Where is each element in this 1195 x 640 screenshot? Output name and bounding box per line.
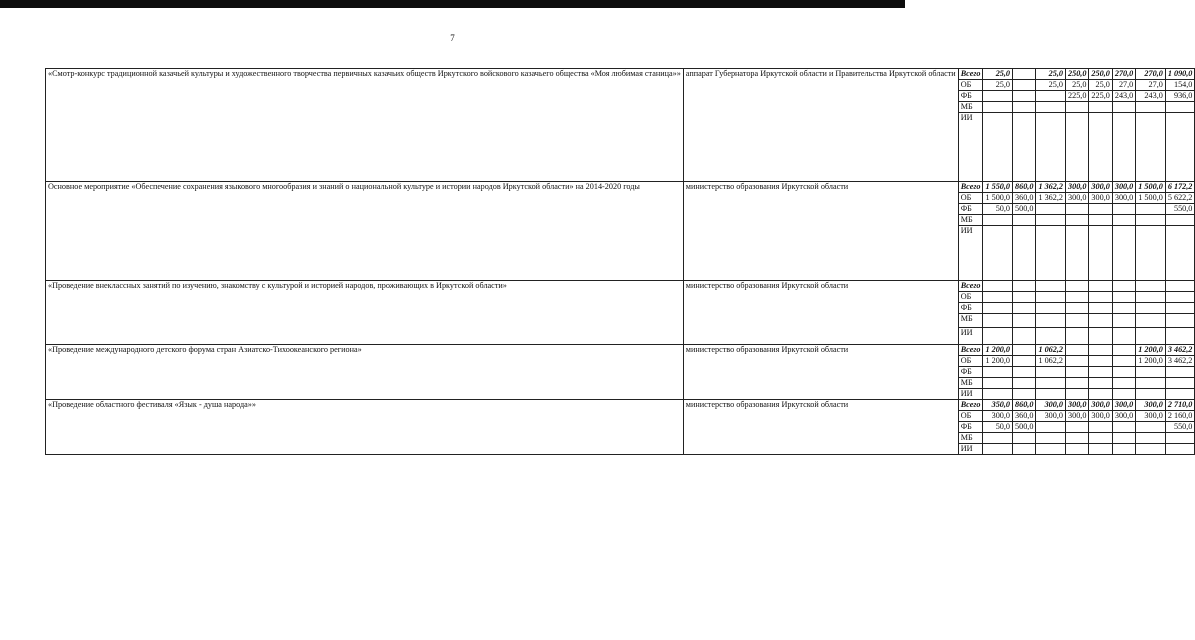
- table-row: [46, 345, 1195, 356]
- year-value-cell: [1112, 356, 1135, 367]
- year-value-cell: [1112, 345, 1135, 356]
- year-value-cell: [1136, 113, 1166, 182]
- year-value-cell: 500,0: [1013, 204, 1036, 215]
- total-cell: 5 622,2: [1165, 193, 1195, 204]
- year-value-cell: [1112, 444, 1135, 455]
- total-cell: [1165, 303, 1195, 314]
- year-value-cell: [983, 102, 1013, 113]
- year-value-cell: 225,0: [1066, 91, 1089, 102]
- total-cell: 550,0: [1165, 422, 1195, 433]
- year-value-cell: [1112, 102, 1135, 113]
- total-cell: [1165, 281, 1195, 292]
- year-value-cell: [1066, 444, 1089, 455]
- year-value-cell: [1089, 433, 1112, 444]
- year-value-cell: [1136, 303, 1166, 314]
- total-cell: 2 160,0: [1165, 411, 1195, 422]
- year-value-cell: [1136, 422, 1166, 433]
- measure-description: «Проведение международного детского форума стран Азиатско-Тихоокеанского региона»: [46, 345, 684, 400]
- total-cell: [1165, 367, 1195, 378]
- funding-source: ФБ: [958, 204, 983, 215]
- year-value-cell: [1013, 378, 1036, 389]
- year-value-cell: [1036, 328, 1066, 345]
- year-value-cell: [1089, 113, 1112, 182]
- total-cell: 936,0: [1165, 91, 1195, 102]
- year-value-cell: [1036, 422, 1066, 433]
- year-value-cell: 50,0: [983, 204, 1013, 215]
- funding-source: МБ: [958, 314, 983, 328]
- year-value-cell: 300,0: [1066, 193, 1089, 204]
- total-cell: [1165, 389, 1195, 400]
- year-value-cell: 250,0: [1066, 69, 1089, 80]
- funding-source: МБ: [958, 378, 983, 389]
- year-value-cell: [1066, 367, 1089, 378]
- funding-source: ФБ: [958, 303, 983, 314]
- year-value-cell: 1 200,0: [983, 356, 1013, 367]
- funding-source: МБ: [958, 215, 983, 226]
- year-value-cell: [1013, 80, 1036, 91]
- year-value-cell: 300,0: [1112, 400, 1135, 411]
- total-cell: [1165, 113, 1195, 182]
- year-value-cell: [1036, 281, 1066, 292]
- total-cell: [1165, 433, 1195, 444]
- responsible-organization: министерство образования Иркутской области: [683, 182, 958, 281]
- year-value-cell: [1066, 314, 1089, 328]
- year-value-cell: [1089, 281, 1112, 292]
- responsible-organization: министерство образования Иркутской области: [683, 281, 958, 345]
- funding-source: ОБ: [958, 193, 983, 204]
- funding-table-body: [46, 69, 1195, 455]
- year-value-cell: 300,0: [1136, 400, 1166, 411]
- year-value-cell: [1066, 292, 1089, 303]
- year-value-cell: [1112, 328, 1135, 345]
- year-value-cell: [1136, 367, 1166, 378]
- year-value-cell: [1013, 292, 1036, 303]
- year-value-cell: [1013, 367, 1036, 378]
- year-value-cell: [983, 91, 1013, 102]
- year-value-cell: 300,0: [983, 411, 1013, 422]
- year-value-cell: 1 200,0: [1136, 356, 1166, 367]
- year-value-cell: 1 200,0: [1136, 345, 1166, 356]
- year-value-cell: 1 550,0: [983, 182, 1013, 193]
- total-cell: [1165, 215, 1195, 226]
- year-value-cell: 1 500,0: [1136, 182, 1166, 193]
- year-value-cell: [1089, 345, 1112, 356]
- year-value-cell: [1136, 378, 1166, 389]
- year-value-cell: 243,0: [1136, 91, 1166, 102]
- year-value-cell: [983, 328, 1013, 345]
- responsible-organization: министерство образования Иркутской области: [683, 345, 958, 400]
- year-value-cell: [1136, 328, 1166, 345]
- table-row: [46, 281, 1195, 292]
- year-value-cell: [1036, 389, 1066, 400]
- year-value-cell: 270,0: [1136, 69, 1166, 80]
- funding-source: Всего: [958, 69, 983, 80]
- year-value-cell: [1013, 226, 1036, 281]
- year-value-cell: [1036, 444, 1066, 455]
- year-value-cell: [983, 281, 1013, 292]
- year-value-cell: [1136, 281, 1166, 292]
- year-value-cell: [1066, 356, 1089, 367]
- year-value-cell: 300,0: [1089, 182, 1112, 193]
- year-value-cell: [1013, 69, 1036, 80]
- year-value-cell: [1013, 345, 1036, 356]
- funding-source: ИИ: [958, 113, 983, 182]
- year-value-cell: [1013, 328, 1036, 345]
- year-value-cell: [1036, 378, 1066, 389]
- year-value-cell: 300,0: [1066, 400, 1089, 411]
- total-cell: 2 710,0: [1165, 400, 1195, 411]
- year-value-cell: [1036, 102, 1066, 113]
- year-value-cell: [1112, 303, 1135, 314]
- year-value-cell: [1136, 444, 1166, 455]
- total-cell: [1165, 378, 1195, 389]
- year-value-cell: 1 362,2: [1036, 193, 1066, 204]
- total-cell: 550,0: [1165, 204, 1195, 215]
- year-value-cell: [1089, 444, 1112, 455]
- year-value-cell: [983, 226, 1013, 281]
- year-value-cell: 1 500,0: [983, 193, 1013, 204]
- funding-table: [45, 68, 1195, 455]
- funding-source: ФБ: [958, 422, 983, 433]
- table-row: [46, 182, 1195, 193]
- measure-description: «Проведение внеклассных занятий по изучению, знакомству с культурой и историей народов, проживающих в Иркутской области»: [46, 281, 684, 345]
- funding-source: ОБ: [958, 292, 983, 303]
- year-value-cell: 300,0: [1089, 400, 1112, 411]
- year-value-cell: [1112, 215, 1135, 226]
- year-value-cell: 1 200,0: [983, 345, 1013, 356]
- year-value-cell: [1089, 367, 1112, 378]
- year-value-cell: [1089, 422, 1112, 433]
- year-value-cell: [1066, 389, 1089, 400]
- year-value-cell: [1136, 314, 1166, 328]
- funding-source: Всего: [958, 182, 983, 193]
- year-value-cell: 300,0: [1112, 193, 1135, 204]
- year-value-cell: [1013, 433, 1036, 444]
- responsible-organization: аппарат Губернатора Иркутской области и Правительства Иркутской области: [683, 69, 958, 182]
- year-value-cell: [1066, 345, 1089, 356]
- year-value-cell: [1066, 215, 1089, 226]
- year-value-cell: [1066, 226, 1089, 281]
- total-cell: [1165, 328, 1195, 345]
- year-value-cell: [1112, 204, 1135, 215]
- year-value-cell: 300,0: [1066, 182, 1089, 193]
- year-value-cell: 1 362,2: [1036, 182, 1066, 193]
- year-value-cell: [1036, 292, 1066, 303]
- year-value-cell: [1013, 113, 1036, 182]
- year-value-cell: 300,0: [1136, 411, 1166, 422]
- year-value-cell: [1036, 226, 1066, 281]
- year-value-cell: 27,0: [1112, 80, 1135, 91]
- total-cell: 6 172,2: [1165, 182, 1195, 193]
- year-value-cell: 225,0: [1089, 91, 1112, 102]
- funding-source: ОБ: [958, 411, 983, 422]
- table-row: [46, 400, 1195, 411]
- year-value-cell: [1136, 226, 1166, 281]
- year-value-cell: 860,0: [1013, 182, 1036, 193]
- year-value-cell: [1066, 113, 1089, 182]
- year-value-cell: [983, 433, 1013, 444]
- year-value-cell: [1136, 102, 1166, 113]
- year-value-cell: [1036, 215, 1066, 226]
- year-value-cell: [983, 378, 1013, 389]
- measure-description: «Смотр-конкурс традиционной казачьей культуры и художественного творчества первичных казачьих обществ Иркутского войскового казачьего общества «Моя любимая станица»»: [46, 69, 684, 182]
- year-value-cell: [1089, 303, 1112, 314]
- year-value-cell: 300,0: [1036, 400, 1066, 411]
- year-value-cell: [1112, 367, 1135, 378]
- year-value-cell: [1112, 422, 1135, 433]
- funding-source: Всего: [958, 400, 983, 411]
- funding-source: МБ: [958, 433, 983, 444]
- year-value-cell: 1 062,2: [1036, 356, 1066, 367]
- year-value-cell: [1036, 91, 1066, 102]
- table-row: [46, 69, 1195, 80]
- measure-description: «Проведение областного фестиваля «Язык - душа народа»»: [46, 400, 684, 455]
- year-value-cell: 25,0: [1036, 69, 1066, 80]
- funding-source: ФБ: [958, 367, 983, 378]
- year-value-cell: [983, 389, 1013, 400]
- year-value-cell: 300,0: [1089, 193, 1112, 204]
- total-cell: [1165, 292, 1195, 303]
- year-value-cell: 250,0: [1089, 69, 1112, 80]
- year-value-cell: [1066, 422, 1089, 433]
- year-value-cell: [1066, 378, 1089, 389]
- year-value-cell: 300,0: [1112, 182, 1135, 193]
- year-value-cell: 25,0: [1066, 80, 1089, 91]
- year-value-cell: 27,0: [1136, 80, 1166, 91]
- scan-top-border: [0, 0, 905, 8]
- funding-source: ОБ: [958, 80, 983, 91]
- year-value-cell: [1112, 433, 1135, 444]
- year-value-cell: 500,0: [1013, 422, 1036, 433]
- year-value-cell: [983, 303, 1013, 314]
- year-value-cell: 350,0: [983, 400, 1013, 411]
- year-value-cell: [1112, 314, 1135, 328]
- year-value-cell: [1036, 433, 1066, 444]
- year-value-cell: [983, 113, 1013, 182]
- year-value-cell: [1089, 314, 1112, 328]
- year-value-cell: [1136, 433, 1166, 444]
- year-value-cell: 1 062,2: [1036, 345, 1066, 356]
- total-cell: 1 090,0: [1165, 69, 1195, 80]
- funding-source: ИИ: [958, 226, 983, 281]
- year-value-cell: 25,0: [1089, 80, 1112, 91]
- year-value-cell: [1066, 281, 1089, 292]
- year-value-cell: 25,0: [1036, 80, 1066, 91]
- year-value-cell: [1112, 113, 1135, 182]
- year-value-cell: [1013, 356, 1036, 367]
- year-value-cell: 25,0: [983, 80, 1013, 91]
- year-value-cell: [983, 215, 1013, 226]
- year-value-cell: [1112, 378, 1135, 389]
- year-value-cell: [983, 444, 1013, 455]
- year-value-cell: [1066, 328, 1089, 345]
- year-value-cell: [1066, 102, 1089, 113]
- year-value-cell: 300,0: [1112, 411, 1135, 422]
- funding-source: ИИ: [958, 389, 983, 400]
- year-value-cell: 360,0: [1013, 193, 1036, 204]
- year-value-cell: [1112, 281, 1135, 292]
- funding-source: Всего: [958, 345, 983, 356]
- funding-source: ОБ: [958, 356, 983, 367]
- year-value-cell: [1136, 204, 1166, 215]
- funding-source: ИИ: [958, 328, 983, 345]
- year-value-cell: [1066, 204, 1089, 215]
- year-value-cell: [1089, 102, 1112, 113]
- year-value-cell: [983, 314, 1013, 328]
- year-value-cell: [1013, 444, 1036, 455]
- year-value-cell: [1089, 389, 1112, 400]
- funding-source: ФБ: [958, 91, 983, 102]
- year-value-cell: [983, 367, 1013, 378]
- year-value-cell: 243,0: [1112, 91, 1135, 102]
- year-value-cell: [1089, 356, 1112, 367]
- year-value-cell: [1112, 226, 1135, 281]
- year-value-cell: [1136, 292, 1166, 303]
- year-value-cell: [1136, 215, 1166, 226]
- year-value-cell: 1 500,0: [1136, 193, 1166, 204]
- total-cell: 3 462,2: [1165, 345, 1195, 356]
- year-value-cell: [1089, 204, 1112, 215]
- year-value-cell: [1089, 226, 1112, 281]
- year-value-cell: 360,0: [1013, 411, 1036, 422]
- year-value-cell: [1013, 281, 1036, 292]
- total-cell: [1165, 226, 1195, 281]
- funding-source: МБ: [958, 102, 983, 113]
- year-value-cell: [1136, 389, 1166, 400]
- funding-source: ИИ: [958, 444, 983, 455]
- year-value-cell: [1112, 292, 1135, 303]
- year-value-cell: [1112, 389, 1135, 400]
- year-value-cell: [1013, 102, 1036, 113]
- year-value-cell: 300,0: [1066, 411, 1089, 422]
- year-value-cell: [1089, 215, 1112, 226]
- year-value-cell: [1036, 303, 1066, 314]
- total-cell: [1165, 444, 1195, 455]
- total-cell: 154,0: [1165, 80, 1195, 91]
- year-value-cell: [1089, 292, 1112, 303]
- total-cell: 3 462,2: [1165, 356, 1195, 367]
- year-value-cell: [1066, 433, 1089, 444]
- page-number: 7: [450, 33, 455, 43]
- measure-description: Основное мероприятие «Обеспечение сохранения языкового многообразия и знаний о национальной культуре и истории народов Иркутской области» на 2014-2020 годы: [46, 182, 684, 281]
- year-value-cell: [1089, 328, 1112, 345]
- year-value-cell: [1013, 389, 1036, 400]
- year-value-cell: [1036, 367, 1066, 378]
- funding-source: Всего: [958, 281, 983, 292]
- year-value-cell: 50,0: [983, 422, 1013, 433]
- year-value-cell: 25,0: [983, 69, 1013, 80]
- year-value-cell: [1013, 91, 1036, 102]
- year-value-cell: [1036, 204, 1066, 215]
- total-cell: [1165, 102, 1195, 113]
- year-value-cell: [1013, 314, 1036, 328]
- year-value-cell: 270,0: [1112, 69, 1135, 80]
- year-value-cell: 860,0: [1013, 400, 1036, 411]
- total-cell: [1165, 314, 1195, 328]
- year-value-cell: [1089, 378, 1112, 389]
- year-value-cell: 300,0: [1036, 411, 1066, 422]
- year-value-cell: [1066, 303, 1089, 314]
- year-value-cell: [1036, 113, 1066, 182]
- year-value-cell: 300,0: [1089, 411, 1112, 422]
- responsible-organization: министерство образования Иркутской области: [683, 400, 958, 455]
- year-value-cell: [983, 292, 1013, 303]
- year-value-cell: [1013, 303, 1036, 314]
- year-value-cell: [1013, 215, 1036, 226]
- year-value-cell: [1036, 314, 1066, 328]
